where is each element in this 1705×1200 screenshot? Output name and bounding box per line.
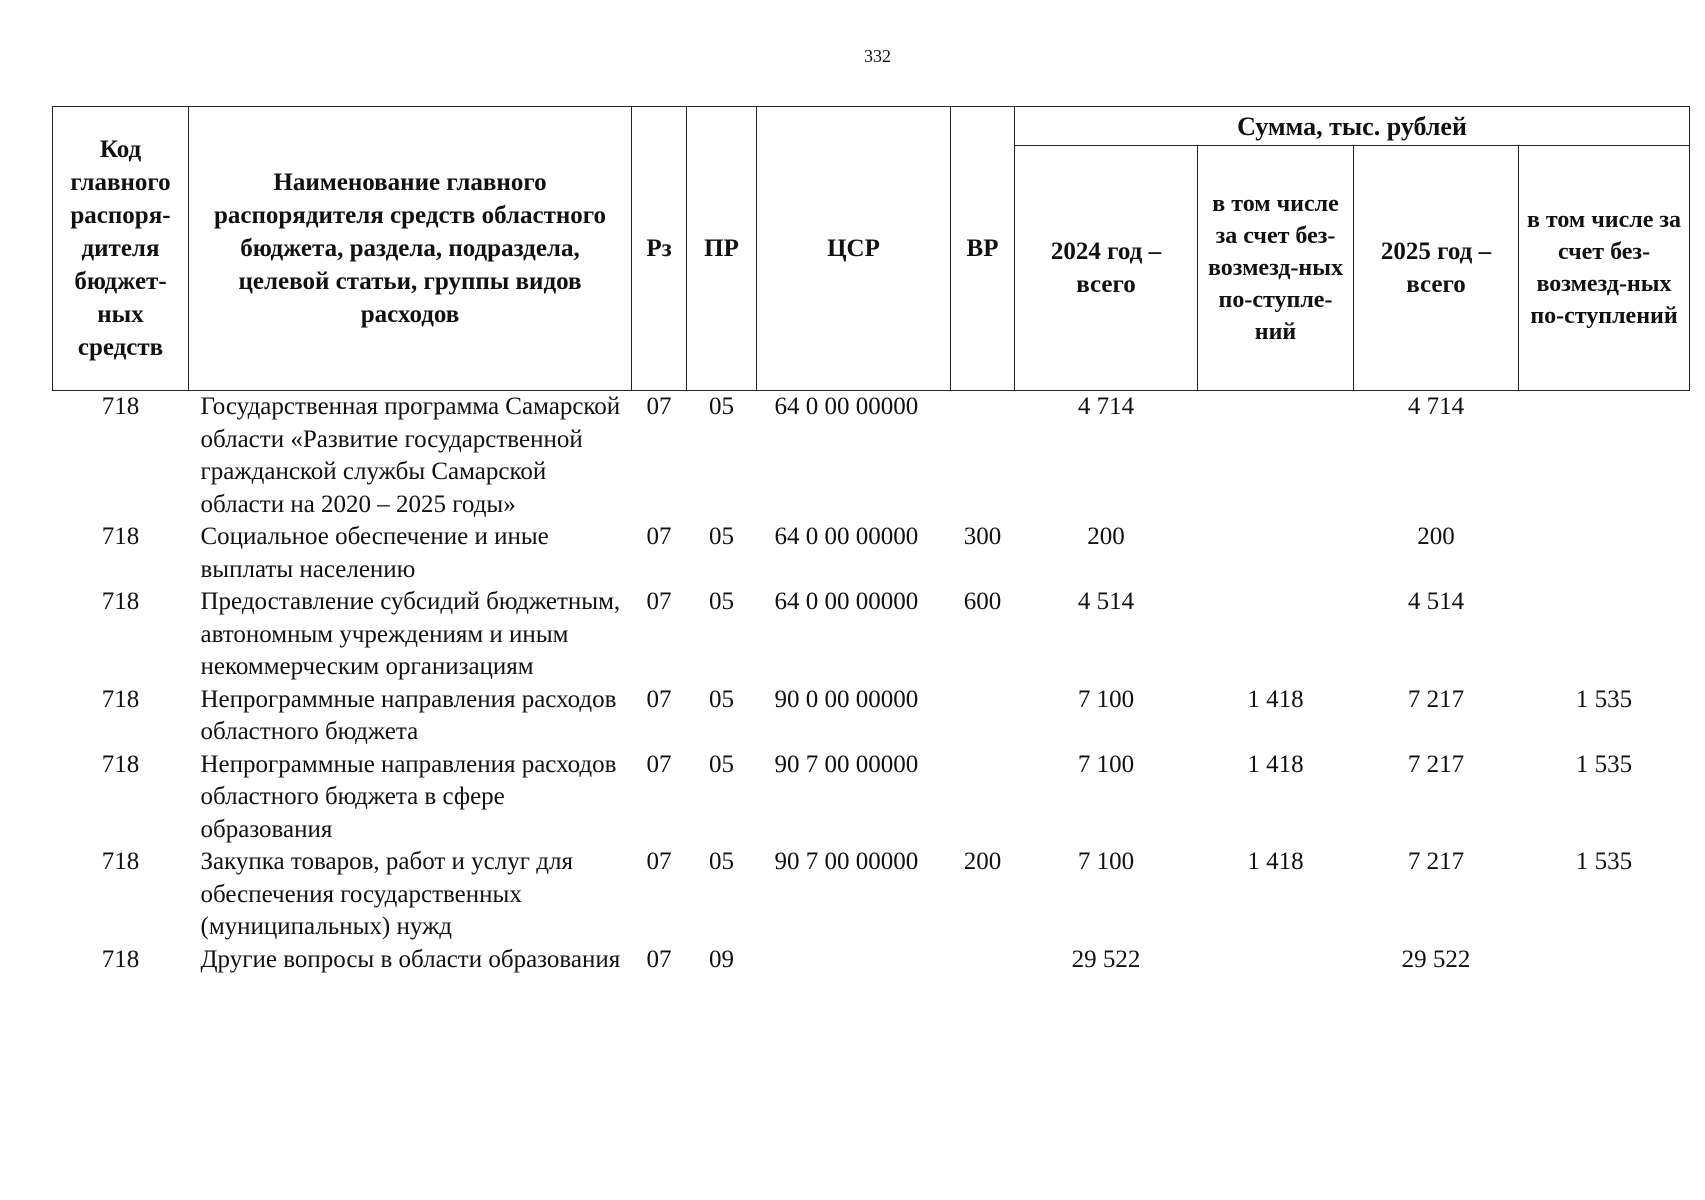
cell-free-2025: 1 535 bbox=[1575, 750, 1633, 778]
cell-free-2024 bbox=[1198, 391, 1354, 522]
cell-code: 718 bbox=[101, 393, 140, 420]
header-free-2025: в том числе за счет без-возмезд-ных по-ступлений bbox=[1519, 146, 1690, 391]
cell-total-2025: 7 217 bbox=[1407, 750, 1465, 778]
table-row bbox=[53, 684, 1690, 749]
cell-free-2024 bbox=[1198, 944, 1354, 977]
cell-free-2025 bbox=[1519, 521, 1690, 586]
page-number-text: 332 bbox=[864, 46, 891, 66]
cell-free-2025: 1 535 bbox=[1575, 685, 1633, 713]
cell-csr bbox=[757, 944, 951, 977]
page-number bbox=[0, 46, 1705, 67]
table-body bbox=[53, 391, 1690, 977]
header-name: Наименование главного распорядителя средств областного бюджета, раздела, подраздела, целевой статьи, группы видов расходов bbox=[189, 107, 632, 391]
cell-total-2024: 200 bbox=[1087, 523, 1125, 550]
cell-csr: 90 0 00 00000 bbox=[774, 685, 919, 713]
cell-csr: 64 0 00 00000 bbox=[774, 393, 919, 420]
cell-rz: 07 bbox=[646, 588, 672, 615]
cell-code: 718 bbox=[101, 750, 140, 778]
cell-vr bbox=[951, 391, 1015, 522]
cell-code: 718 bbox=[101, 588, 140, 615]
cell-vr bbox=[951, 944, 1015, 977]
cell-total-2024: 4 514 bbox=[1077, 588, 1135, 615]
cell-rz: 07 bbox=[646, 685, 672, 713]
cell-code: 718 bbox=[101, 685, 140, 713]
header-pr: ПР bbox=[687, 107, 757, 391]
table-row bbox=[53, 944, 1690, 977]
cell-total-2025: 4 514 bbox=[1407, 588, 1465, 615]
cell-pr: 05 bbox=[709, 685, 734, 713]
cell-free-2025: 1 535 bbox=[1575, 848, 1633, 875]
cell-rz: 07 bbox=[646, 750, 672, 778]
cell-name: Государственная программа Самарской области «Развитие государственной гражданской службы Самарской области на 2020 – 2025 годы» bbox=[200, 393, 621, 518]
cell-code: 718 bbox=[101, 848, 140, 875]
cell-rz: 07 bbox=[646, 945, 672, 973]
cell-free-2025 bbox=[1519, 586, 1690, 684]
cell-total-2024: 4 714 bbox=[1077, 393, 1135, 420]
cell-free-2024: 1 418 bbox=[1247, 848, 1304, 875]
cell-pr: 05 bbox=[709, 523, 734, 550]
cell-free-2024: 1 418 bbox=[1247, 750, 1304, 778]
cell-csr: 90 7 00 00000 bbox=[774, 848, 919, 875]
budget-table bbox=[52, 106, 1690, 976]
cell-csr: 64 0 00 00000 bbox=[774, 523, 919, 550]
header-total-2025: 2025 год – всего bbox=[1354, 146, 1519, 391]
cell-name: Закупка товаров, работ и услуг для обеспечения государственных (муниципальных) нужд bbox=[200, 848, 573, 940]
cell-pr: 05 bbox=[709, 393, 734, 420]
table-row bbox=[53, 586, 1690, 684]
header-total-2024: 2024 год – всего bbox=[1015, 146, 1198, 391]
cell-total-2025: 7 217 bbox=[1407, 685, 1465, 713]
header-csr: ЦСР bbox=[757, 107, 951, 391]
header-free-2024: в том числе за счет без-возмезд-ных по-ступле-ний bbox=[1198, 146, 1354, 391]
cell-pr: 09 bbox=[709, 945, 734, 973]
cell-vr bbox=[951, 749, 1015, 847]
cell-rz: 07 bbox=[646, 523, 672, 550]
cell-free-2024 bbox=[1198, 521, 1354, 586]
cell-pr: 05 bbox=[709, 588, 734, 615]
table-row bbox=[53, 846, 1690, 944]
cell-vr: 600 bbox=[963, 588, 1002, 615]
cell-vr: 200 bbox=[963, 848, 1002, 875]
header-code: Код главного распоря-дителя бюджет-ных средств bbox=[53, 107, 189, 391]
cell-name: Непрограммные направления расходов областного бюджета в сфере образования bbox=[200, 750, 617, 843]
cell-csr: 64 0 00 00000 bbox=[774, 588, 919, 615]
cell-free-2024 bbox=[1198, 586, 1354, 684]
cell-code: 718 bbox=[101, 945, 140, 973]
table-header bbox=[53, 107, 1690, 391]
cell-pr: 05 bbox=[709, 848, 734, 875]
cell-pr: 05 bbox=[709, 750, 734, 778]
cell-total-2024: 7 100 bbox=[1077, 685, 1135, 713]
header-rz: Рз bbox=[632, 107, 687, 391]
cell-name: Непрограммные направления расходов областного бюджета bbox=[200, 685, 617, 745]
cell-total-2024: 7 100 bbox=[1077, 750, 1135, 778]
cell-free-2025 bbox=[1519, 391, 1690, 522]
cell-free-2024: 1 418 bbox=[1247, 685, 1304, 713]
cell-total-2025: 7 217 bbox=[1407, 848, 1465, 875]
cell-name: Другие вопросы в области образования bbox=[200, 945, 621, 973]
table-row bbox=[53, 749, 1690, 847]
cell-name: Предоставление субсидий бюджетным, автономным учреждениям и иным некоммерческим организациям bbox=[200, 588, 621, 680]
table-row bbox=[53, 521, 1690, 586]
cell-rz: 07 bbox=[646, 848, 672, 875]
cell-total-2024: 29 522 bbox=[1071, 945, 1141, 973]
cell-code: 718 bbox=[101, 523, 140, 550]
cell-total-2025: 29 522 bbox=[1401, 945, 1471, 973]
cell-free-2025 bbox=[1519, 944, 1690, 977]
cell-vr bbox=[951, 684, 1015, 749]
header-sum-group: Сумма, тыс. рублей bbox=[1015, 107, 1690, 146]
cell-name: Социальное обеспечение и иные выплаты населению bbox=[200, 523, 549, 583]
cell-total-2025: 200 bbox=[1417, 523, 1455, 550]
cell-csr: 90 7 00 00000 bbox=[774, 750, 919, 778]
cell-vr: 300 bbox=[963, 523, 1002, 550]
cell-total-2024: 7 100 bbox=[1077, 848, 1135, 875]
table-row bbox=[53, 391, 1690, 522]
cell-rz: 07 bbox=[646, 393, 672, 420]
cell-total-2025: 4 714 bbox=[1407, 393, 1465, 420]
header-vr: ВР bbox=[951, 107, 1015, 391]
